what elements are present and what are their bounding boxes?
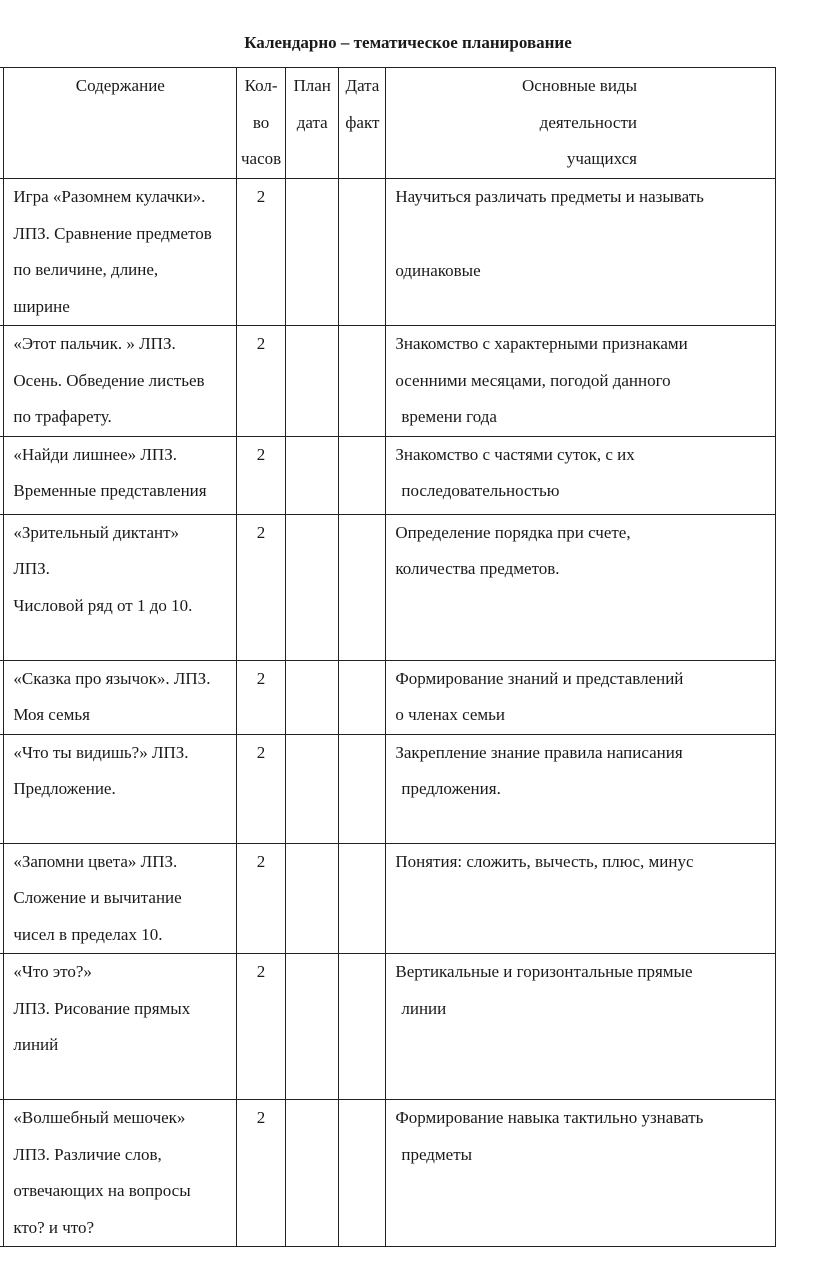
row-hours: 2 [237, 179, 286, 326]
row-plan-date [285, 179, 339, 326]
row-content: Игра «Разомнем кулачки». ЛПЗ. Сравнение предметов по величине, длине, ширине [4, 179, 237, 326]
row-plan-date [285, 734, 339, 843]
row-fact-date [339, 179, 386, 326]
row-activities: Знакомство с частями суток, с их последовательностью [386, 436, 776, 514]
table-row [0, 514, 776, 660]
row-fact-date [339, 326, 386, 437]
table-row [0, 843, 776, 954]
row-fact-date [339, 1100, 386, 1247]
row-plan-date [285, 514, 339, 660]
table-row [0, 660, 776, 734]
row-activities: Знакомство с характерными признаками осенними месяцами, погодой данного времени года [386, 326, 776, 437]
table-row [0, 954, 776, 1100]
row-fact-date [339, 954, 386, 1100]
table-row [0, 436, 776, 514]
row-plan-date [285, 1100, 339, 1247]
row-fact-date [339, 734, 386, 843]
row-content: «Что это?» ЛПЗ. Рисование прямых линий [4, 954, 237, 1100]
row-fact-date [339, 660, 386, 734]
row-activities: Понятия: сложить, вычесть, плюс, минус [386, 843, 776, 954]
row-plan-date [285, 660, 339, 734]
header-content: Содержание [4, 68, 237, 179]
row-plan-date [285, 954, 339, 1100]
header-fact-date: Дата факт [339, 68, 386, 179]
row-hours: 2 [237, 954, 286, 1100]
row-content: «Этот пальчик. » ЛПЗ. Осень. Обведение листьев по трафарету. [4, 326, 237, 437]
row-content: «Что ты видишь?» ЛПЗ. Предложение. [4, 734, 237, 843]
row-content: «Запомни цвета» ЛПЗ. Сложение и вычитание чисел в пределах 10. [4, 843, 237, 954]
row-plan-date [285, 326, 339, 437]
header-plan-date: План дата [285, 68, 339, 179]
row-hours: 2 [237, 734, 286, 843]
row-content: «Найди лишнее» ЛПЗ. Временные представления [4, 436, 237, 514]
row-content: «Волшебный мешочек» ЛПЗ. Различие слов, отвечающих на вопросы кто? и что? [4, 1100, 237, 1247]
row-activities: Научиться различать предметы и называть одинаковые [386, 179, 776, 326]
row-activities: Формирование навыка тактильно узнавать предметы [386, 1100, 776, 1247]
row-hours: 2 [237, 436, 286, 514]
row-activities: Вертикальные и горизонтальные прямые линии [386, 954, 776, 1100]
row-hours: 2 [237, 514, 286, 660]
row-fact-date [339, 436, 386, 514]
row-activities: Закрепление знание правила написания предложения. [386, 734, 776, 843]
table-header-row [0, 68, 776, 179]
row-fact-date [339, 514, 386, 660]
row-plan-date [285, 843, 339, 954]
row-plan-date [285, 436, 339, 514]
row-content: «Сказка про язычок». ЛПЗ. Моя семья [4, 660, 237, 734]
planning-table [0, 67, 776, 1247]
row-hours: 2 [237, 660, 286, 734]
row-hours: 2 [237, 843, 286, 954]
row-activities: Определение порядка при счете, количества предметов. [386, 514, 776, 660]
row-hours: 2 [237, 326, 286, 437]
page-title: Календарно – тематическое планирование [244, 33, 572, 52]
table-row [0, 326, 776, 437]
row-content: «Зрительный диктант» ЛПЗ. Числовой ряд от 1 до 10. [4, 514, 237, 660]
table-row [0, 179, 776, 326]
row-fact-date [339, 843, 386, 954]
table-row [0, 734, 776, 843]
row-activities: Формирование знаний и представлений о членах семьи [386, 660, 776, 734]
header-activities: Основные виды деятельности учащихся [386, 68, 776, 179]
table-row [0, 1100, 776, 1247]
row-hours: 2 [237, 1100, 286, 1247]
header-hours: Кол- во часов [237, 68, 286, 179]
